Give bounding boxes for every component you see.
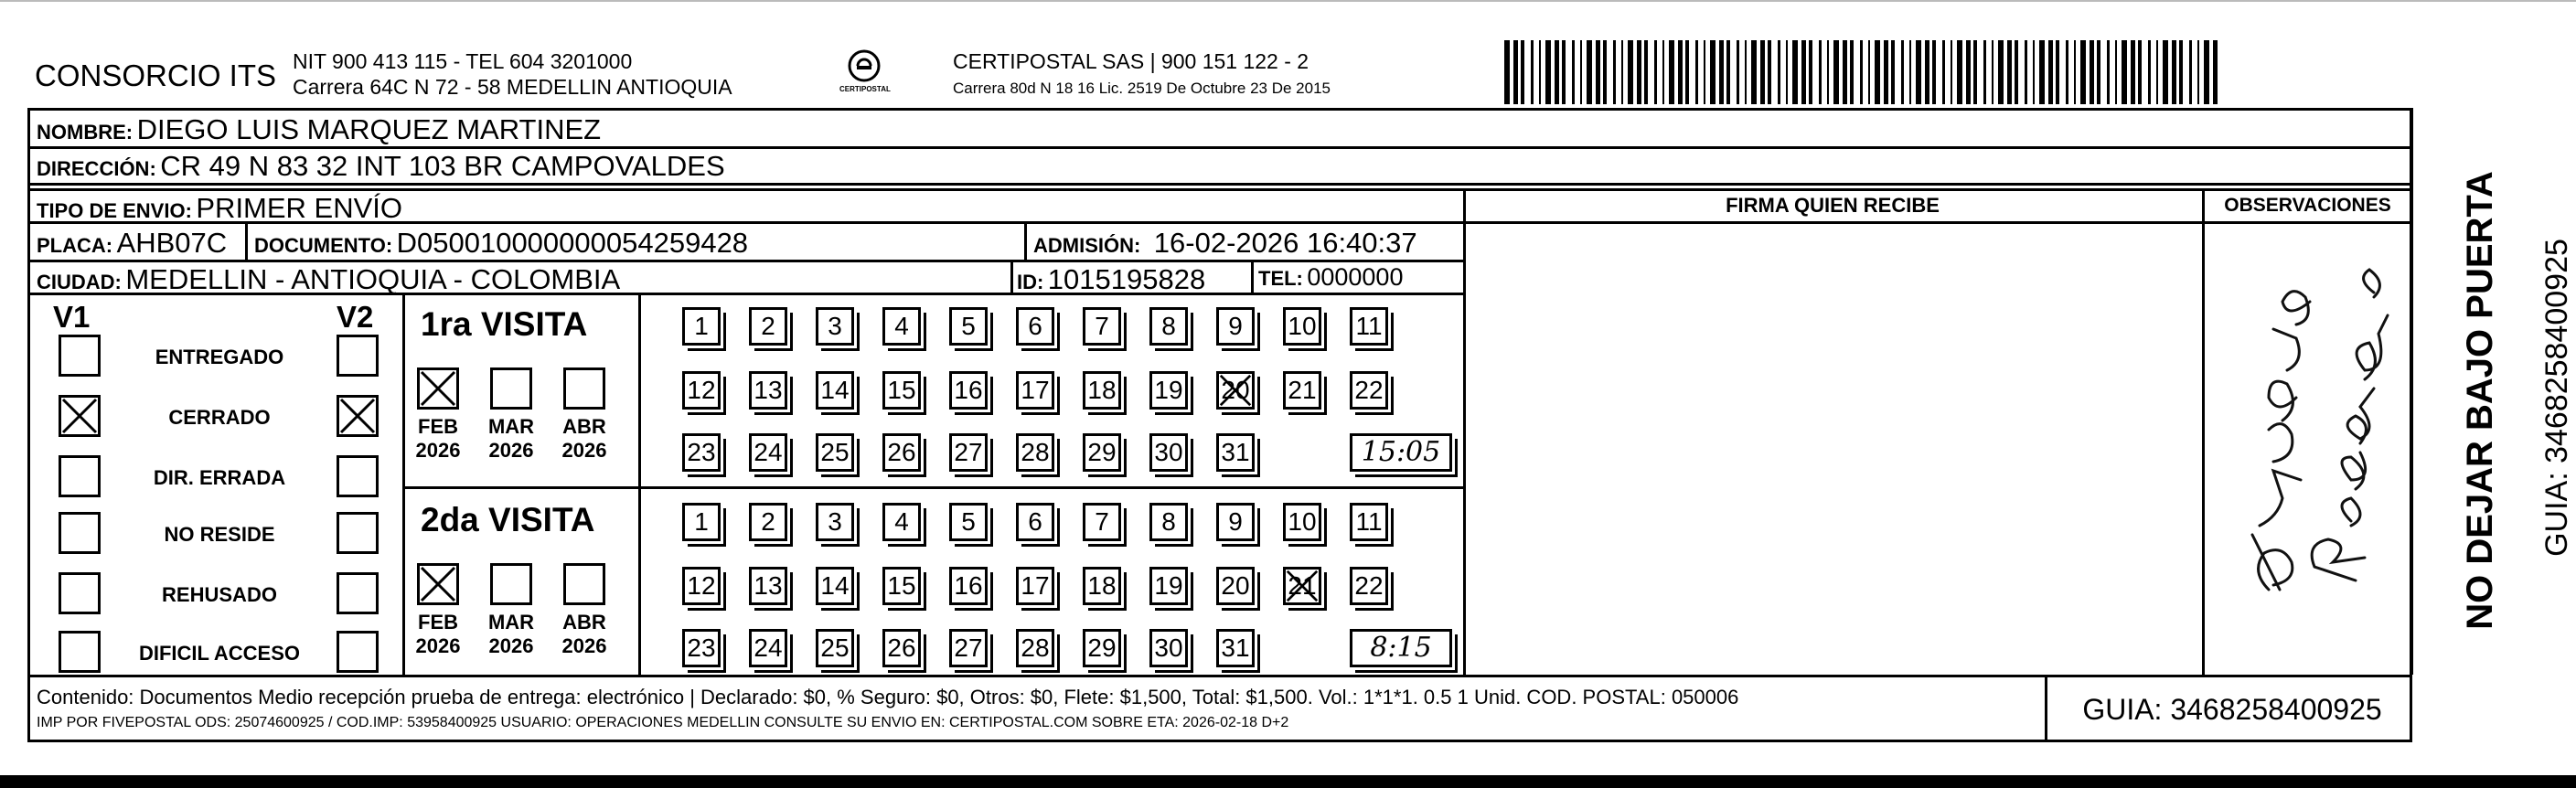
day-box[interactable]: 8 [1149, 307, 1188, 346]
direccion-label: DIRECCIÓN: [37, 157, 156, 180]
v1-checkbox[interactable] [59, 512, 101, 554]
day-box[interactable]: 13 [749, 371, 787, 410]
status-label: DIR. ERRADA [153, 466, 286, 489]
v1-label: V1 [53, 300, 91, 334]
day-box[interactable]: 8 [1149, 503, 1188, 541]
day-box[interactable]: 24 [749, 629, 787, 667]
v2-label: V2 [337, 300, 374, 334]
day-box[interactable]: 14 [816, 371, 854, 410]
day-box[interactable]: 11 [1350, 503, 1388, 541]
day-box[interactable]: 27 [949, 629, 988, 667]
tipo-envio-value: PRIMER ENVÍO [196, 192, 403, 224]
day-box[interactable]: 19 [1149, 567, 1188, 605]
day-box[interactable]: 31 [1216, 629, 1255, 667]
v1-checkbox[interactable] [59, 572, 101, 614]
company-address: Carrera 64C N 72 - 58 MEDELLIN ANTIOQUIA [293, 75, 732, 99]
footer-imp: IMP POR FIVEPOSTAL ODS: 25074600925 / COD.IMP: 53958400925 USUARIO: OPERACIONES MEDELLIN CONSULTE SU ENVIO EN: CERTIPOSTAL.COM SOBRE ETA: 2026-02-18 D+2 [37, 715, 1289, 730]
admision-label: ADMISIÓN: [1033, 234, 1141, 257]
day-box[interactable]: 2 [749, 307, 787, 346]
month-checkbox[interactable] [417, 367, 459, 410]
day-box[interactable]: 6 [1016, 307, 1054, 346]
v1-checkbox[interactable] [59, 395, 101, 437]
placa-value: AHB07C [116, 227, 228, 259]
day-box[interactable]: 29 [1083, 433, 1121, 472]
admision-value: 16-02-2026 16:40:37 [1153, 227, 1417, 259]
status-label: REHUSADO [162, 583, 277, 606]
day-box[interactable]: 30 [1149, 433, 1188, 472]
year-label: 2026 [488, 439, 534, 462]
visit-title: 1ra VISITA [421, 305, 588, 343]
no-dejar-bajo-puerta: NO DEJAR BAJO PUERTA [2460, 171, 2500, 630]
v1-checkbox[interactable] [59, 631, 101, 673]
day-box[interactable]: 29 [1083, 629, 1121, 667]
day-box[interactable]: 4 [882, 307, 921, 346]
nombre-value: DIEGO LUIS MARQUEZ MARTINEZ [136, 113, 602, 145]
side-guia: GUIA: 3468258400925 [2539, 239, 2574, 557]
month-checkbox[interactable] [490, 563, 532, 605]
observaciones-handwriting [2205, 224, 2410, 675]
certipostal-line: CERTIPOSTAL SAS | 900 151 122 - 2 [953, 49, 1309, 73]
day-box[interactable]: 31 [1216, 433, 1255, 472]
ciudad-label: CIUDAD: [37, 271, 122, 293]
v1-checkbox[interactable] [59, 335, 101, 377]
day-box[interactable]: 15 [882, 567, 921, 605]
nit-line: NIT 900 413 115 - TEL 604 3201000 [293, 49, 633, 73]
certipostal-address: Carrera 80d N 18 16 Lic. 2519 De Octubre 23 De 2015 [953, 80, 1331, 97]
day-box[interactable]: 16 [949, 371, 988, 410]
visit-time-box[interactable]: 15:05 [1350, 433, 1452, 472]
day-box[interactable]: 25 [816, 433, 854, 472]
day-box[interactable]: 22 [1350, 371, 1388, 410]
logo-text: CERTIPOSTAL [839, 85, 891, 93]
day-box[interactable]: 5 [949, 307, 988, 346]
day-box[interactable]: 7 [1083, 307, 1121, 346]
firma-area [1466, 224, 2202, 675]
documento-label: DOCUMENTO: [254, 234, 393, 257]
day-box[interactable]: 4 [882, 503, 921, 541]
day-box[interactable]: 27 [949, 433, 988, 472]
month-label: ABR [562, 611, 606, 634]
id-value: 1015195828 [1047, 263, 1206, 295]
v2-checkbox[interactable] [337, 512, 379, 554]
year-label: 2026 [561, 634, 607, 657]
placa-label: PLACA: [37, 234, 113, 257]
day-box[interactable]: 11 [1350, 307, 1388, 346]
month-label: FEB [418, 415, 458, 438]
day-box[interactable]: 10 [1283, 307, 1321, 346]
year-label: 2026 [561, 439, 607, 462]
day-box[interactable]: 12 [682, 567, 721, 605]
v2-checkbox[interactable] [337, 335, 379, 377]
status-label: DIFICIL ACCESO [138, 642, 300, 665]
day-box[interactable]: 28 [1016, 629, 1054, 667]
day-box[interactable]: 17 [1016, 371, 1054, 410]
day-box[interactable]: 6 [1016, 503, 1054, 541]
id-label: ID: [1017, 271, 1044, 293]
v2-checkbox[interactable] [337, 572, 379, 614]
year-label: 2026 [488, 634, 534, 657]
status-label: ENTREGADO [155, 346, 284, 368]
ciudad-value: MEDELLIN - ANTIOQUIA - COLOMBIA [125, 263, 621, 295]
day-box[interactable]: 9 [1216, 307, 1255, 346]
day-box[interactable]: 26 [882, 629, 921, 667]
observaciones-header: OBSERVACIONES [2224, 195, 2391, 216]
v2-checkbox[interactable] [337, 455, 379, 497]
day-box[interactable]: 10 [1283, 503, 1321, 541]
day-box[interactable]: 28 [1016, 433, 1054, 472]
day-box[interactable]: 16 [949, 567, 988, 605]
day-box[interactable]: 20 [1216, 371, 1255, 410]
day-box[interactable]: 23 [682, 433, 721, 472]
day-box[interactable]: 19 [1149, 371, 1188, 410]
year-label: 2026 [415, 439, 461, 462]
tel-value: 0000000 [1307, 263, 1404, 291]
month-label: FEB [418, 611, 458, 634]
documento-value: D050010000000054259428 [396, 227, 749, 259]
footer-guia: GUIA: 3468258400925 [2082, 693, 2382, 726]
v1-checkbox[interactable] [59, 455, 101, 497]
month-checkbox[interactable] [490, 367, 532, 410]
day-box[interactable]: 2 [749, 503, 787, 541]
day-box[interactable]: 3 [816, 503, 854, 541]
month-label: MAR [487, 415, 535, 438]
side-text [2416, 108, 2574, 675]
v2-checkbox[interactable] [337, 631, 379, 673]
v2-checkbox[interactable] [337, 395, 379, 437]
day-box[interactable]: 30 [1149, 629, 1188, 667]
status-label: CERRADO [168, 406, 271, 429]
visit-time-box[interactable]: 8:15 [1350, 629, 1452, 667]
month-checkbox[interactable] [563, 367, 605, 410]
day-box[interactable]: 9 [1216, 503, 1255, 541]
day-box[interactable]: 25 [816, 629, 854, 667]
day-box[interactable]: 1 [682, 307, 721, 346]
day-box[interactable]: 22 [1350, 567, 1388, 605]
tipo-envio-label: TIPO DE ENVIO: [37, 199, 192, 222]
month-label: MAR [487, 611, 535, 634]
day-box[interactable]: 14 [816, 567, 854, 605]
day-box[interactable]: 15 [882, 371, 921, 410]
nombre-label: NOMBRE: [37, 121, 134, 144]
barcode [1504, 40, 2227, 104]
footer-contenido: Contenido: Documentos Medio recepción prueba de entrega: electrónico | Declarado: $0, % Seguro: $0, Otros: $0, Flete: $1,500, Total: $1,500. Vol.: 1*1*1. 0.5 1 Unid. COD. POSTAL: 050006 [37, 686, 1739, 708]
day-box[interactable]: 24 [749, 433, 787, 472]
day-box[interactable]: 26 [882, 433, 921, 472]
day-box[interactable]: 1 [682, 503, 721, 541]
day-box[interactable]: 3 [816, 307, 854, 346]
day-box[interactable]: 17 [1016, 567, 1054, 605]
year-label: 2026 [415, 634, 461, 657]
day-box[interactable]: 18 [1083, 567, 1121, 605]
month-checkbox[interactable] [417, 563, 459, 605]
certipostal-logo [839, 48, 891, 99]
day-box[interactable]: 5 [949, 503, 988, 541]
firma-header: FIRMA QUIEN RECIBE [1726, 194, 1940, 217]
month-label: ABR [562, 415, 606, 438]
direccion-value: CR 49 N 83 32 INT 103 BR CAMPOVALDES [160, 150, 725, 182]
day-box[interactable]: 21 [1283, 371, 1321, 410]
company-name: CONSORCIO ITS [35, 59, 277, 92]
day-box[interactable]: 13 [749, 567, 787, 605]
day-box[interactable]: 23 [682, 629, 721, 667]
visit-title: 2da VISITA [421, 501, 595, 538]
day-box[interactable]: 20 [1216, 567, 1255, 605]
status-label: NO RESIDE [164, 523, 275, 546]
day-box[interactable]: 12 [682, 371, 721, 410]
day-box[interactable]: 7 [1083, 503, 1121, 541]
month-checkbox[interactable] [563, 563, 605, 605]
day-box[interactable]: 21 [1283, 567, 1321, 605]
day-box[interactable]: 18 [1083, 371, 1121, 410]
tel-label: TEL: [1258, 267, 1303, 290]
